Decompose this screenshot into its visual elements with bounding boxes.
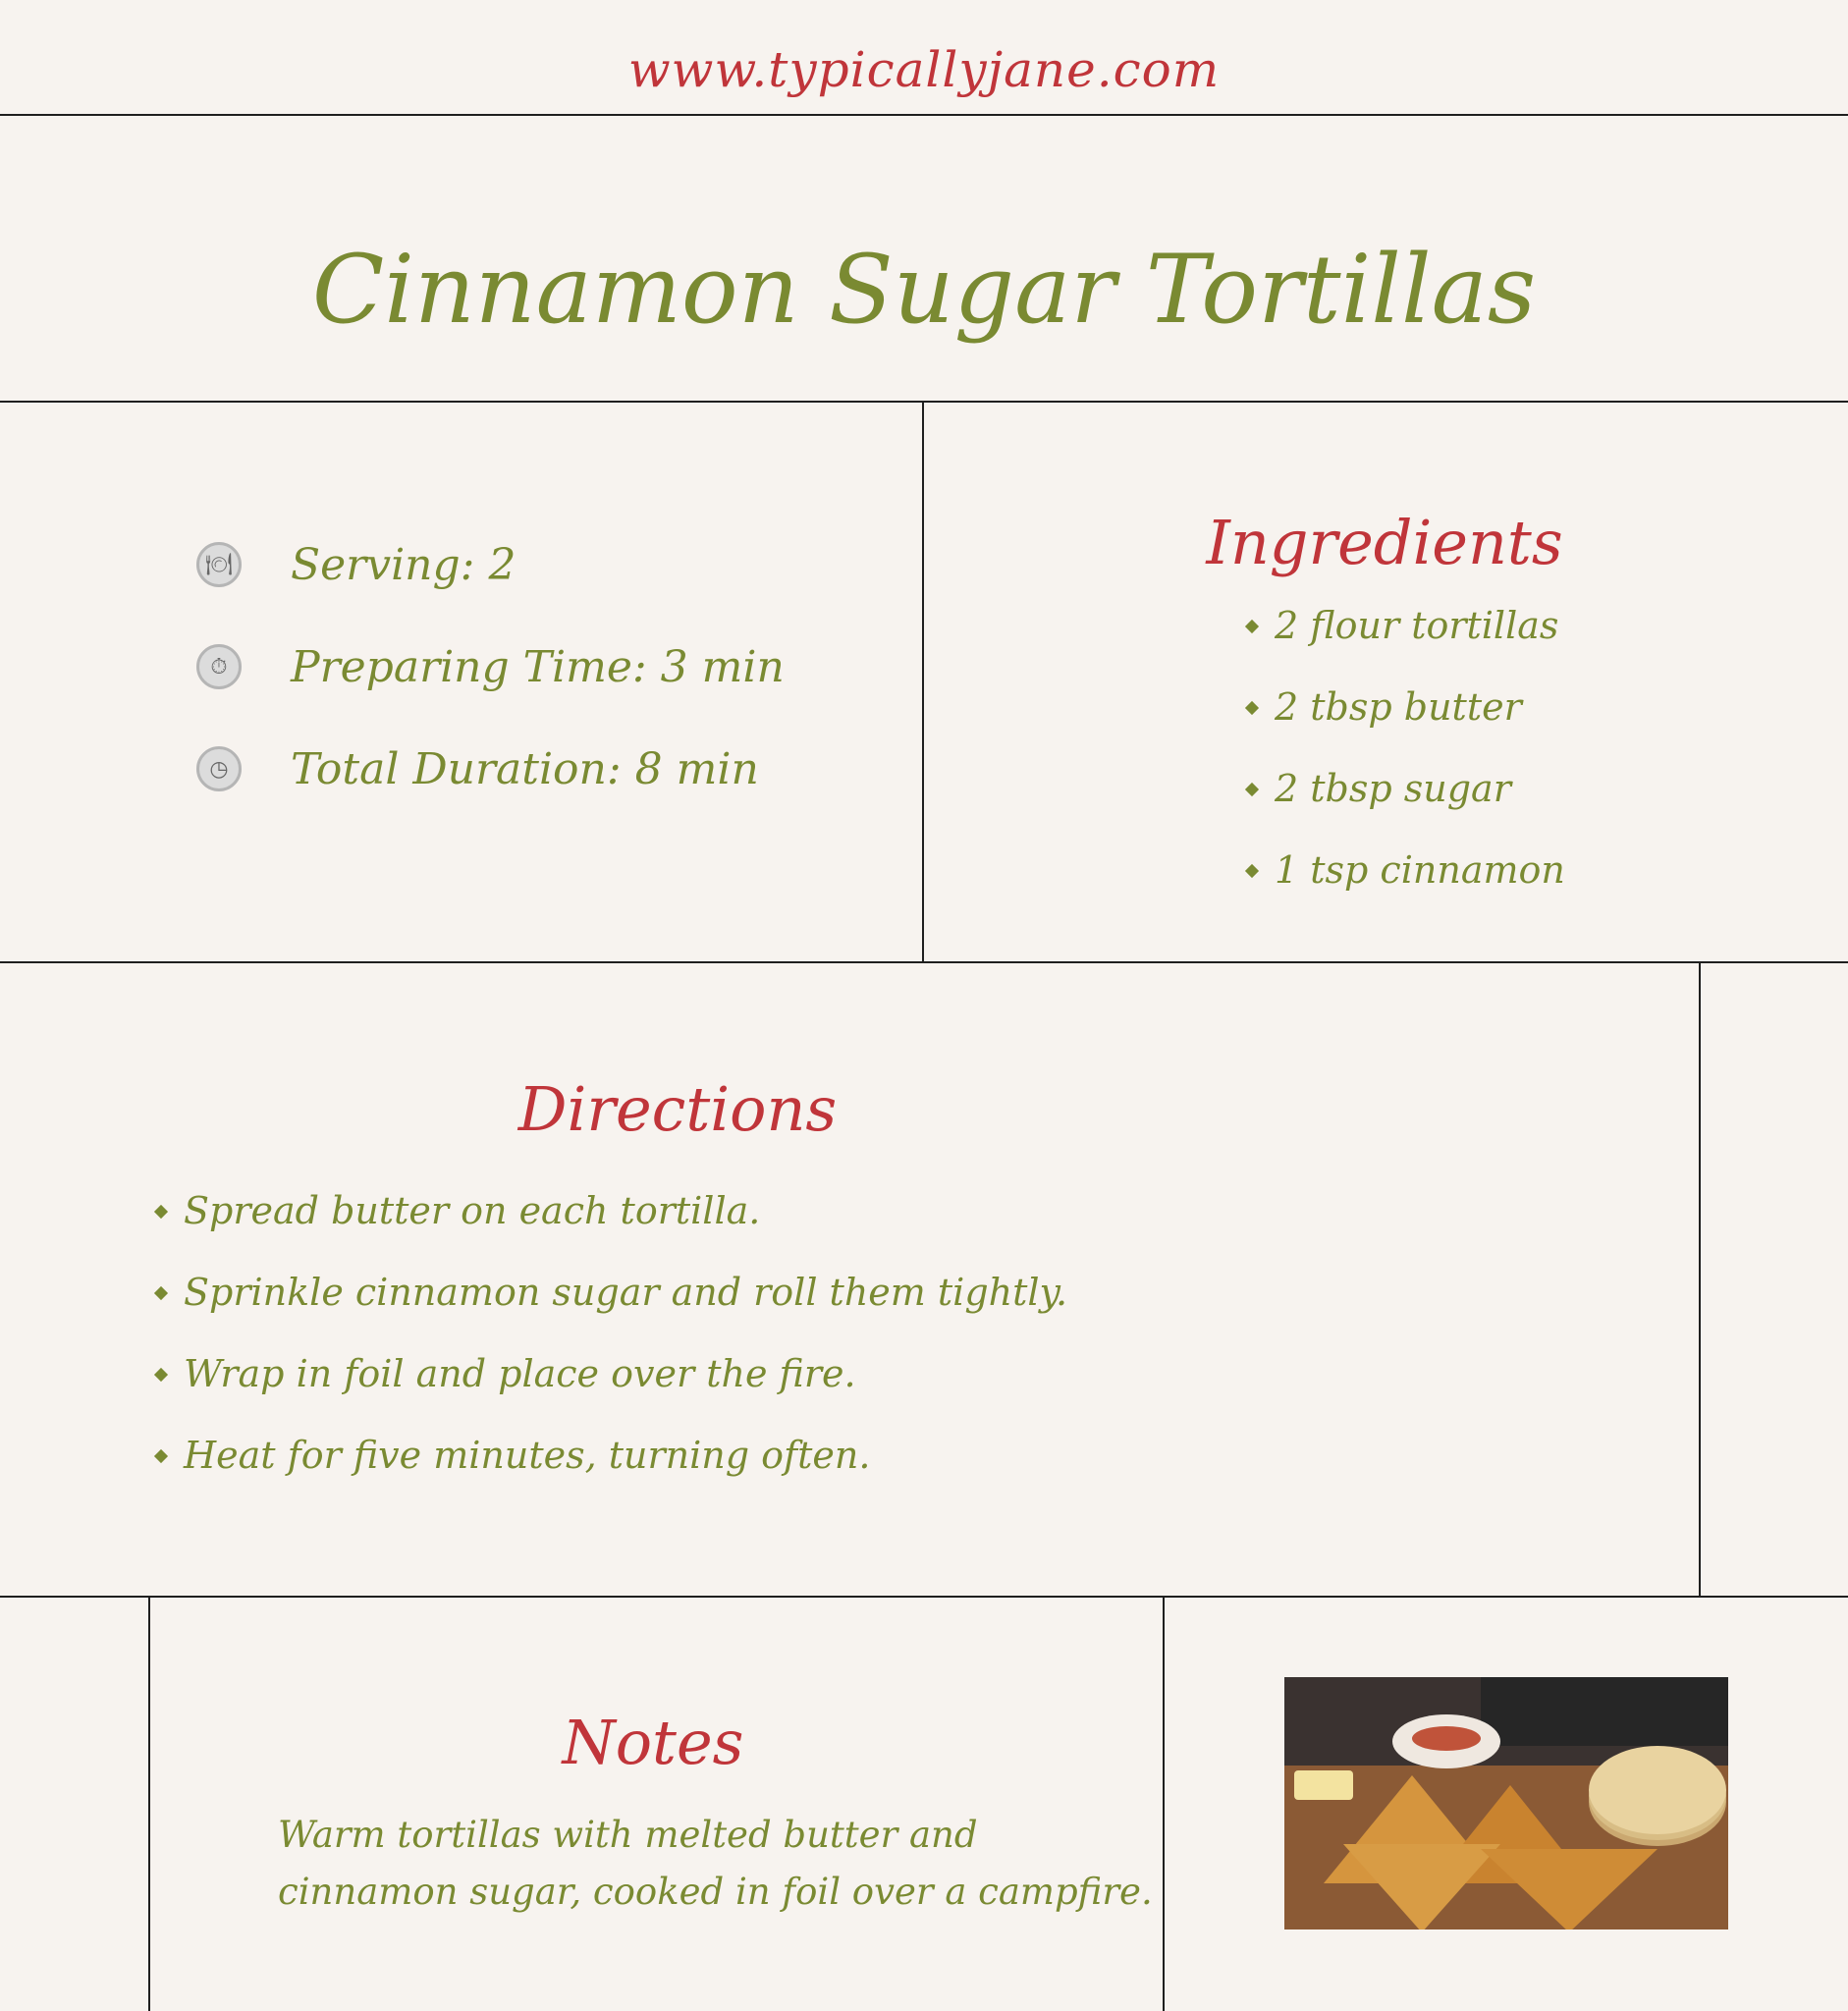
photo-tortilla-slice	[1481, 1849, 1658, 1929]
direction-item: Spread butter on each tortilla.	[152, 1170, 1067, 1252]
ingredient-item: 2 flour tortillas	[1243, 585, 1565, 667]
ingredient-item: 1 tsp cinnamon	[1243, 830, 1565, 911]
ingredients-list	[1243, 585, 1565, 911]
divider	[0, 1596, 1848, 1598]
divider	[0, 961, 1848, 963]
notes-heading: Notes	[562, 1707, 744, 1778]
recipe-photo	[1284, 1677, 1728, 1929]
divider	[148, 1596, 150, 2011]
plate-icon: 🍽	[196, 542, 242, 587]
meta-prep-text: Preparing Time: 3 min	[291, 641, 785, 692]
notes-text: Warm tortillas with melted butter and cinnamon sugar, cooked in foil over a campfire.	[278, 1814, 1153, 1913]
directions-list	[152, 1170, 1067, 1496]
meta-total-duration	[196, 734, 759, 803]
photo-sauce	[1412, 1726, 1481, 1751]
divider	[1699, 961, 1701, 1597]
divider	[922, 401, 924, 962]
divider	[0, 114, 1848, 116]
ingredient-item: 2 tbsp butter	[1243, 667, 1565, 748]
photo-tortilla-stack	[1589, 1746, 1726, 1834]
photo-tortilla-slice	[1343, 1844, 1500, 1929]
ingredients-heading: Ingredients	[1206, 507, 1563, 578]
direction-item: Sprinkle cinnamon sugar and roll them tightly.	[152, 1252, 1067, 1333]
meta-serving	[196, 530, 516, 599]
ingredient-item: 2 tbsp sugar	[1243, 748, 1565, 830]
direction-item: Heat for five minutes, turning often.	[152, 1415, 1067, 1496]
recipe-title: Cinnamon Sugar Tortillas	[311, 235, 1537, 345]
site-url[interactable]: www.typicallyjane.com	[627, 41, 1221, 98]
direction-item: Wrap in foil and place over the fire.	[152, 1333, 1067, 1415]
divider	[0, 401, 1848, 403]
meta-prep-time	[196, 632, 785, 701]
timer-icon: ◷	[196, 746, 242, 791]
divider	[1163, 1596, 1165, 2011]
meta-serving-text: Serving: 2	[291, 539, 516, 590]
meta-total-text: Total Duration: 8 min	[291, 743, 759, 794]
directions-heading: Directions	[517, 1073, 838, 1145]
stopwatch-icon: ⏱	[196, 644, 242, 689]
photo-stove	[1481, 1677, 1728, 1746]
